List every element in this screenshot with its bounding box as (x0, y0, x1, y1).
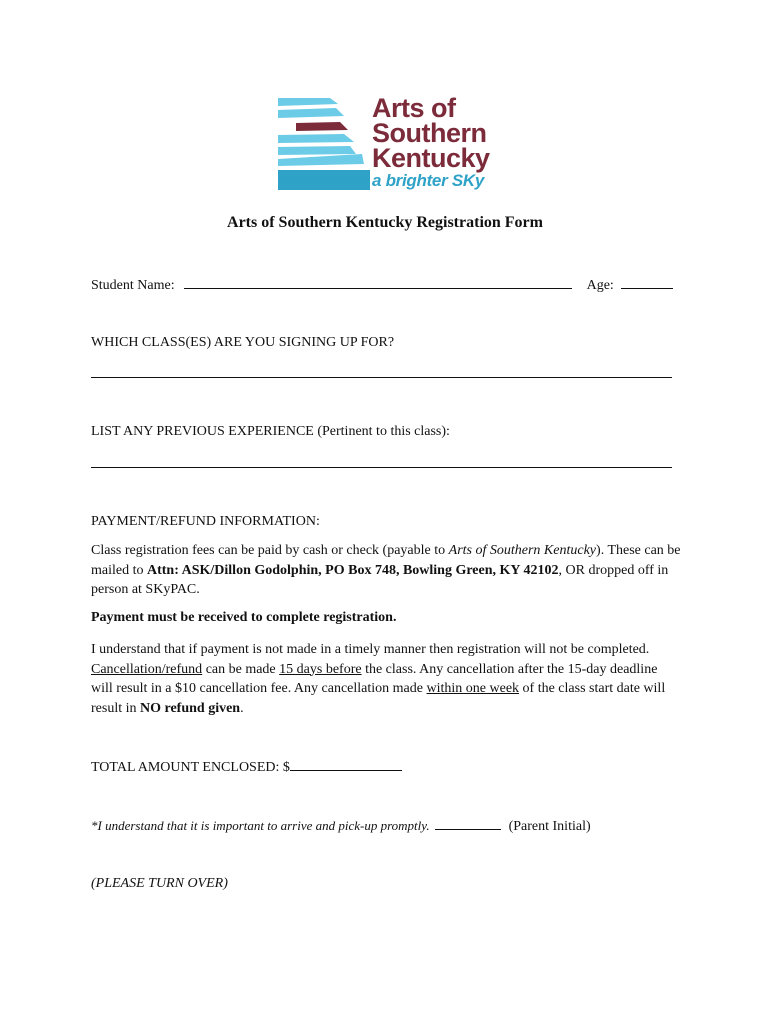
organization-logo (278, 93, 498, 192)
payment-paragraph (91, 541, 681, 600)
student-name-row (91, 276, 673, 294)
refund-text-2: can be made (202, 661, 280, 677)
age-field[interactable] (621, 276, 673, 289)
payment-text-1: Class registration fees can be paid by cash or check (payable to (91, 543, 449, 558)
parent-initial-field[interactable] (435, 817, 501, 830)
total-amount-field[interactable] (290, 758, 402, 771)
logo-mark-icon (278, 98, 370, 192)
payable-to-name: Arts of Southern Kentucky (448, 543, 597, 558)
refund-text-3: the class. Any cancellation after the 15-day deadline will result in a $10 cancellation fee. Any cancellation made (91, 661, 658, 696)
parent-initial-label: (Parent Initial) (508, 819, 591, 834)
refund-underline-2: 15 days before (279, 661, 362, 677)
total-amount-row (91, 758, 402, 776)
experience-answer-line[interactable] (91, 467, 672, 468)
refund-paragraph (91, 640, 681, 718)
refund-text-5: . (240, 700, 244, 716)
refund-text-4: of the class start date will result in (91, 681, 666, 716)
payment-required-notice: Payment must be received to complete registration. (91, 610, 397, 625)
parent-initial-row (91, 817, 591, 835)
logo-tagline: a brighter SKy (372, 171, 484, 190)
refund-underline-3: within one week (426, 681, 520, 696)
payment-text-3: , OR dropped off in person at SKyPAC. (91, 562, 669, 597)
experience-label: LIST ANY PREVIOUS EXPERIENCE (Pertinent to this class): (91, 424, 450, 439)
logo-text-line3: Kentucky (372, 143, 490, 173)
classes-answer-line[interactable] (91, 377, 672, 378)
no-refund-notice: NO refund given (140, 700, 241, 716)
payment-heading: PAYMENT/REFUND INFORMATION: (91, 514, 320, 529)
age-label: Age: (586, 278, 614, 293)
student-name-label: Student Name: (91, 278, 175, 293)
refund-underline-1: Cancellation/refund (91, 661, 203, 677)
arrival-acknowledgement: *I understand that it is important to arrive and pick-up promptly. (91, 818, 430, 833)
total-amount-label: TOTAL AMOUNT ENCLOSED: $ (91, 760, 290, 775)
turn-over-notice: (PLEASE TURN OVER) (91, 876, 228, 891)
logo-text-line1: Arts of (372, 93, 456, 123)
form-title: Arts of Southern Kentucky Registration Form (227, 214, 543, 231)
student-name-field[interactable] (184, 276, 572, 289)
logo-text-line2: Southern (372, 118, 487, 148)
classes-label: WHICH CLASS(ES) ARE YOU SIGNING UP FOR? (91, 335, 395, 350)
refund-text-1: I understand that if payment is not made in a timely manner then registration will not be completed. (91, 642, 650, 657)
payment-text-2: ). These can be mailed to (91, 543, 681, 578)
mailing-address: Attn: ASK/Dillon Godolphin, PO Box 748, Bowling Green, KY 42102 (147, 562, 559, 578)
